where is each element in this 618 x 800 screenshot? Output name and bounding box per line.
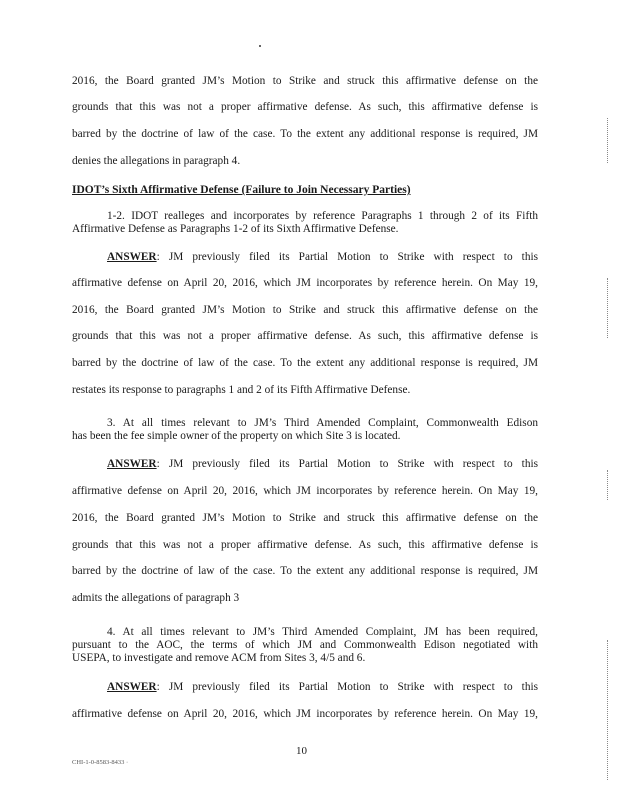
scan-edge-mark xyxy=(607,470,609,500)
paragraph-line: USEPA, to investigate and remove ACM from Sites 3, 4/5 and 6. xyxy=(72,652,366,664)
paragraph-line: 1-2. IDOT realleges and incorporates by reference Paragraphs 1 through 2 of its Fifth xyxy=(107,210,538,222)
answer-first-line xyxy=(107,681,538,694)
paragraph-line: affirmative defense on April 20, 2016, which JM incorporates by reference herein. On May 19, xyxy=(72,277,538,289)
paragraph-line: grounds that this was not a proper affirmative defense. As such, this affirmative defense is xyxy=(72,330,538,342)
paragraph-line: affirmative defense on April 20, 2016, which JM incorporates by reference herein. On May 19, xyxy=(72,708,538,720)
section-heading: IDOT’s Sixth Affirmative Defense (Failure to Join Necessary Parties) xyxy=(72,184,411,196)
scan-speck xyxy=(259,45,261,47)
answer-text: : JM previously filed its Partial Motion to Strike with respect to this xyxy=(156,251,538,263)
answer-text: : JM previously filed its Partial Motion to Strike with respect to this xyxy=(156,458,538,470)
answer-label: ANSWER xyxy=(107,251,157,263)
paragraph-line: admits the allegations of paragraph 3 xyxy=(72,592,240,604)
paragraph-line: pursuant to the AOC, the terms of which JM and Commonwealth Edison negotiated with xyxy=(72,639,538,651)
paragraph-line: 4. At all times relevant to JM’s Third Amended Complaint, JM has been required, xyxy=(107,626,538,638)
paragraph-line: has been the fee simple owner of the property on which Site 3 is located. xyxy=(72,430,401,442)
answer-first-line xyxy=(107,251,538,264)
answer-first-line xyxy=(107,458,538,471)
paragraph-line: barred by the doctrine of law of the case. To the extent any additional response is required, JM xyxy=(72,357,538,369)
answer-label: ANSWER xyxy=(107,681,157,693)
scan-edge-mark xyxy=(607,118,609,163)
paragraph-line: barred by the doctrine of law of the case. To the extent any additional response is required, JM xyxy=(72,565,538,577)
answer-label: ANSWER xyxy=(107,458,157,470)
paragraph-line: 2016, the Board granted JM’s Motion to Strike and struck this affirmative defense on the xyxy=(72,75,538,87)
scan-edge-mark xyxy=(607,640,609,780)
paragraph-line: barred by the doctrine of law of the case. To the extent any additional response is required, JM xyxy=(72,128,538,140)
paragraph-line: 3. At all times relevant to JM’s Third Amended Complaint, Commonwealth Edison xyxy=(107,417,538,429)
paragraph-line: 2016, the Board granted JM’s Motion to Strike and struck this affirmative defense on the xyxy=(72,304,538,316)
paragraph-line: affirmative defense on April 20, 2016, which JM incorporates by reference herein. On May 19, xyxy=(72,485,538,497)
paragraph-line: grounds that this was not a proper affirmative defense. As such, this affirmative defense is xyxy=(72,101,538,113)
paragraph-line: denies the allegations in paragraph 4. xyxy=(72,155,241,167)
paragraph-line: grounds that this was not a proper affirmative defense. As such, this affirmative defense is xyxy=(72,539,538,551)
paragraph-line: Affirmative Defense as Paragraphs 1-2 of its Sixth Affirmative Defense. xyxy=(72,223,399,235)
paragraph-line: restates its response to paragraphs 1 and 2 of its Fifth Affirmative Defense. xyxy=(72,384,411,396)
paragraph-line: 2016, the Board granted JM’s Motion to Strike and struck this affirmative defense on the xyxy=(72,512,538,524)
answer-text: : JM previously filed its Partial Motion to Strike with respect to this xyxy=(156,681,538,693)
page-number: 10 xyxy=(296,745,307,757)
document-footer-id: CHI-1-0-8583-8433 · xyxy=(72,759,129,766)
scan-edge-mark xyxy=(607,278,609,338)
